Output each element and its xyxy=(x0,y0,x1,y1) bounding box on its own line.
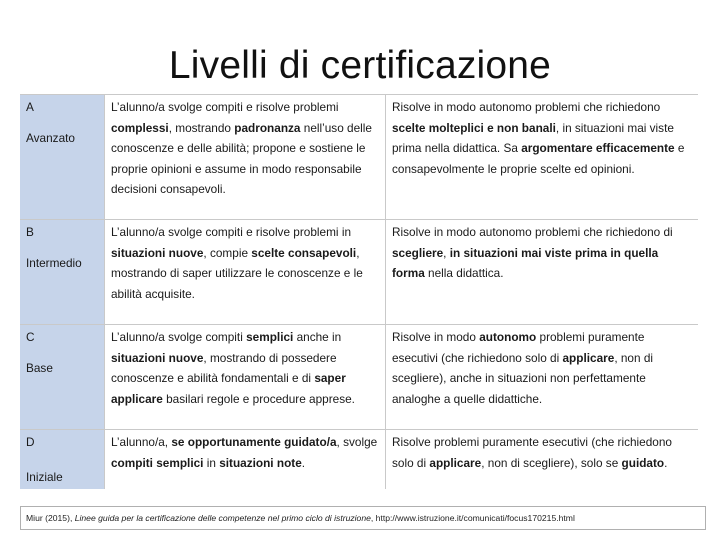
level-name: Iniziale xyxy=(26,469,63,484)
level-cell xyxy=(20,220,105,325)
level-indicator: Risolve in modo autonomo problemi che richiedono di scegliere, in situazioni mai viste prima in quella forma nella didattica. xyxy=(386,220,698,325)
level-name: Base xyxy=(26,360,53,375)
level-letter: C xyxy=(26,330,35,344)
level-letter: D xyxy=(26,435,35,449)
level-indicator: Risolve problemi puramente esecutivi (che richiedono solo di applicare, non di scegliere), solo se guidato. xyxy=(392,435,672,470)
citation-url: , http://www.istruzione.it/comunicati/focus170215.html xyxy=(370,513,575,523)
level-indicator: Risolve in modo autonomo problemi puramente esecutivi (che richiedono solo di applicare, non di scegliere), anche in situazioni non perfettamente analoghe a quelle didattiche. xyxy=(386,325,698,430)
level-cell xyxy=(20,95,105,220)
level-cell xyxy=(20,325,105,430)
level-cell xyxy=(20,430,105,489)
level-letter: B xyxy=(26,225,34,239)
slide-title: Livelli di certificazione xyxy=(168,44,552,87)
level-description: L’alunno/a svolge compiti e risolve problemi complessi, mostrando padronanza nell’uso delle conoscenze e delle abilità; propone e sostiene le proprie opinioni e assume in modo responsabile decisioni consapevoli. xyxy=(105,95,386,220)
citation-title: Linee guida per la certificazione delle competenze nel primo ciclo di istruzione xyxy=(74,513,371,523)
level-description: L’alunno/a, se opportunamente guidato/a, svolge compiti semplici in situazioni note. xyxy=(105,430,386,489)
level-name: Avanzato xyxy=(26,130,75,145)
level-description: L’alunno/a svolge compiti e risolve problemi in situazioni nuove, compie scelte consapevoli, mostrando di saper utilizzare le conoscenze e le abilità acquisite. xyxy=(105,220,386,325)
level-name: Intermedio xyxy=(26,255,82,270)
citation-prefix: Miur (2015), xyxy=(26,513,75,523)
level-description: L’alunno/a svolge compiti semplici anche in situazioni nuove, mostrando di possedere conoscenze e abilità fondamentali e di saper applicare basilari regole e procedure apprese. xyxy=(105,325,386,430)
level-indicator: Risolve in modo autonomo problemi che richiedono scelte molteplici e non banali, in situazioni mai viste prima nella didattica. Sa argomentare efficacemente e consapevolmente le proprie scelte ed opinioni. xyxy=(386,95,698,220)
level-letter: A xyxy=(26,100,34,114)
source-citation xyxy=(20,506,706,530)
certification-levels-table xyxy=(20,94,698,489)
